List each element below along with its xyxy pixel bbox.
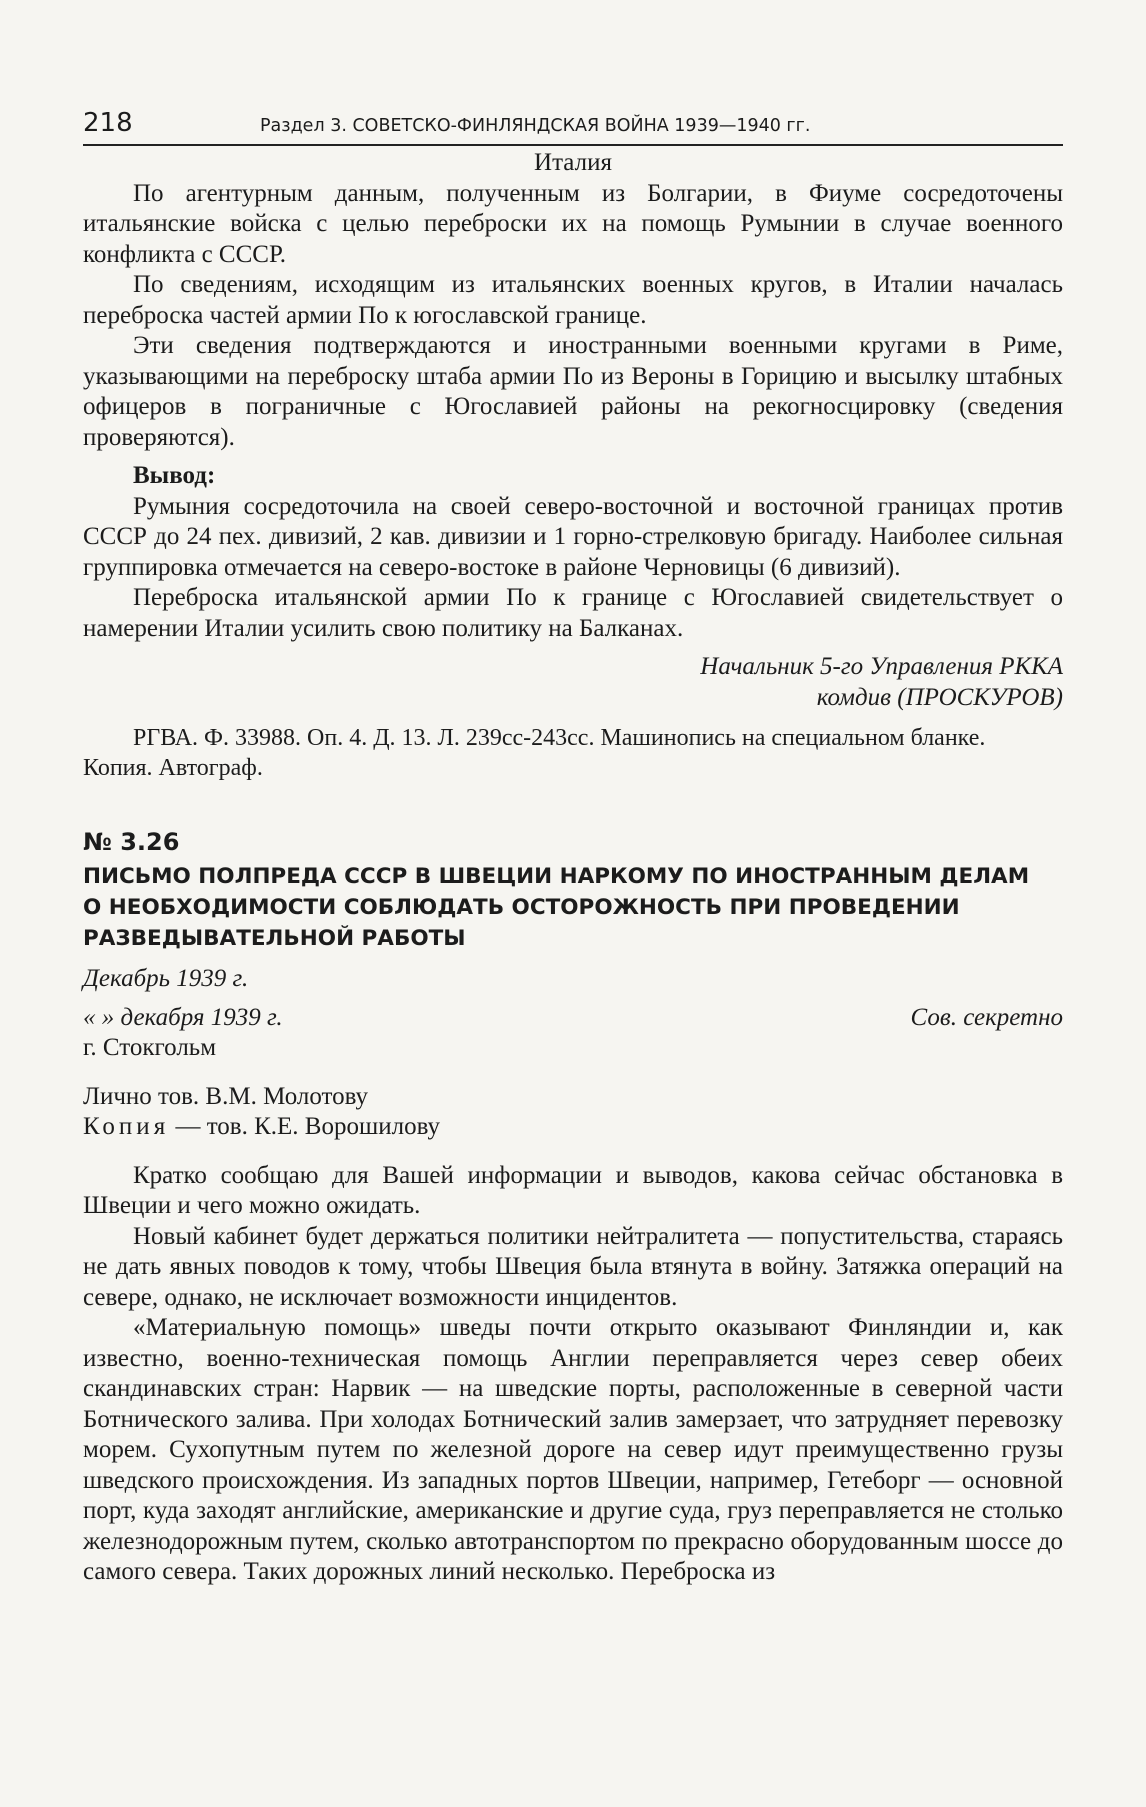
paragraph: Переброска итальянской армии По к границе с Югославией свидетельствует о намерении Италии усилить свою политику на Балканах. bbox=[83, 584, 1063, 642]
paragraph: «Материальную помощь» шведы почти открыто оказывают Финляндии и, как известно, военно-техническая помощь Англии переправляется через север обеих скандинавских стран: Нарвик — на шведские порты, расположенные в северной части Ботнического залива. При холодах Ботнический залив замерзает, что затрудняет перевозку морем. Сухопутным путем по железной дороге на север идут преимущественно грузы шведского происхождения. Из западных портов Швеции, например, Гетеборг — основной порт, куда заходят английские, американские и другие суда, груз переправляется не столько железнодорожным путем, сколько автотранспортом по прекрасно оборудованным шоссе до самого севера. Таких дорожных линий несколько. Переброска из bbox=[83, 1314, 1063, 1585]
document-title-line: РАЗВЕДЫВАТЕЛЬНОЙ РАБОТЫ bbox=[83, 926, 466, 951]
date-line bbox=[83, 1003, 1063, 1034]
paragraph: Румыния сосредоточила на своей северо-восточной и восточной границах против СССР до 24 пех. дивизий, 2 кав. дивизии и 1 горно-стрелковую бригаду. Наиболее сильная группировка отмечается на северо-востоке в районе Черновицы (6 дивизий). bbox=[83, 492, 1063, 581]
paragraph: По сведениям, исходящим из итальянских военных кругов, в Италии началась переброска частей армии По к югославской границе. bbox=[83, 271, 1063, 329]
document-title-line: ПИСЬМО ПОЛПРЕДА СССР В ШВЕЦИИ НАРКОМУ ПО ИНОСТРАННЫМ ДЕЛАМ bbox=[83, 864, 1030, 889]
page-number: 218 bbox=[83, 108, 133, 138]
paragraph: По агентурным данным, полученным из Болгарии, в Фиуме сосредоточены итальянские войска с целью переброски их на помощь Румынии в случае военного конфликта с СССР. bbox=[83, 179, 1063, 268]
signature-name: комдив (ПРОСКУРОВ) bbox=[816, 683, 1063, 711]
signature-position: Начальник 5-го Управления РККА bbox=[700, 653, 1063, 680]
page-body bbox=[83, 148, 1063, 1588]
document-title bbox=[83, 861, 1063, 954]
conclusion-label: Вывод: bbox=[133, 462, 216, 489]
letter-date: « » декабря 1939 г. bbox=[83, 1003, 283, 1031]
document-title-line: О НЕОБХОДИМОСТИ СОБЛЮДАТЬ ОСТОРОЖНОСТЬ ПРИ ПРОВЕДЕНИИ bbox=[83, 895, 960, 920]
archive-source-note: Копия. Автограф. bbox=[83, 755, 263, 781]
document-date: Декабрь 1939 г. bbox=[83, 965, 249, 992]
archive-source: РГВА. Ф. 33988. Оп. 4. Д. 13. Л. 239сс-243сс. Машинопись на специальном бланке. bbox=[133, 725, 986, 751]
paragraph: Новый кабинет будет держаться политики нейтралитета — попустительства, стараясь не дать явных поводов к тому, чтобы Швеция была втянута в войну. Затяжка операций на севере, однако, не исключает возможности инцидентов. bbox=[83, 1222, 1063, 1311]
copy-to: — тов. К.Е. Ворошилову bbox=[169, 1113, 441, 1140]
copy-recipient bbox=[83, 1112, 1063, 1143]
place: г. Стокгольм bbox=[83, 1034, 217, 1061]
paragraph: Эти сведения подтверждаются и иностранными военными кругами в Риме, указывающими на переброску штаба армии По из Вероны в Горицию и высылку штабных офицеров в пограничные с Югославией районы на рекогносцировку (сведения проверяются). bbox=[83, 332, 1063, 451]
section-heading-italy: Италия bbox=[534, 149, 612, 176]
copy-label: Копия bbox=[83, 1113, 170, 1140]
paragraph: Кратко сообщаю для Вашей информации и выводов, какова сейчас обстановка в Швеции и чего можно ожидать. bbox=[83, 1161, 1063, 1219]
running-title: Раздел 3. СОВЕТСКО-ФИНЛЯНДСКАЯ ВОЙНА 1939—1940 гг. bbox=[260, 116, 811, 136]
addressee: Лично тов. В.М. Молотову bbox=[83, 1082, 369, 1110]
classification-stamp: Сов. секретно bbox=[910, 1003, 1063, 1031]
page-header bbox=[83, 108, 1063, 146]
document-number: № 3.26 bbox=[83, 828, 180, 856]
